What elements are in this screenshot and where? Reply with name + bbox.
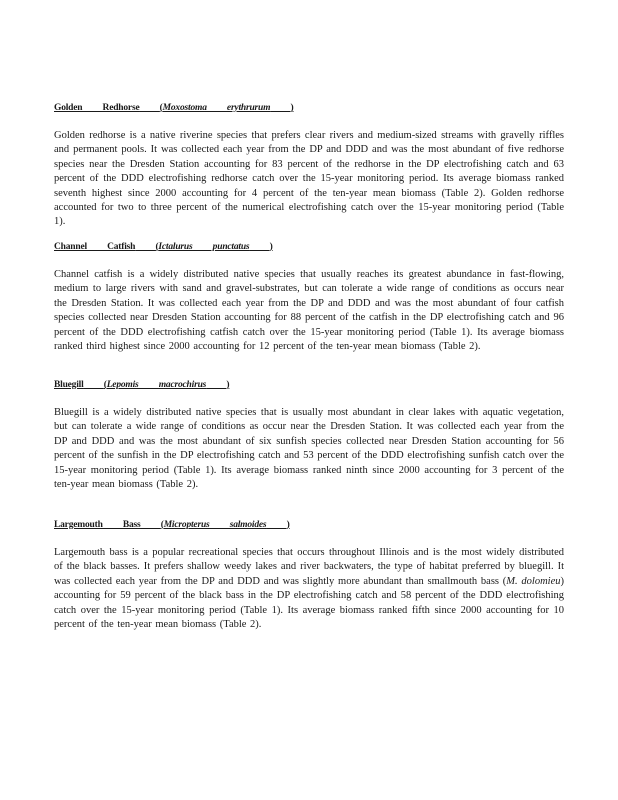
section-heading — [54, 101, 564, 115]
paragraph-italic-species: M. dolomieu — [506, 575, 561, 587]
scientific-name: Ictalurus punctatus — [158, 242, 250, 252]
section-paragraph: Bluegill is a widely distributed native species that is usually most abundant in clear lakes with aquatic vegetation, but can tolerate a wide range of conditions as occur near the Dresden Station. It was collected each year from the DP and DDD and was the most abundant of six sunfish species collected near Dresden Station accounting for 56 percent of the sunfish in the DP electrofishing catch and 53 percent of the DDD electrofishing sunfish catch over the 15-year monitoring period (Table 1). Its average biomass ranked ninth since 2000 accounting for 3 percent of the ten-year mean biomass (Table 2). — [54, 407, 564, 491]
close-paren: ) — [286, 520, 290, 530]
section-channel-catfish — [54, 240, 564, 365]
section-heading — [54, 378, 564, 392]
section-paragraph: Channel catfish is a widely distributed native species that usually reaches its greatest abundance in fast-flowing, medium to large rivers with sand and gravel-substrates, but can tolerate a wide range of conditions as occurs near the Dresden Station. It was collected each year from the DP and DDD and was the most abundant of four catfish species collected near Dresden Station accounting for 88 percent of the catfish in the DP electrofishing catch and 96 percent of the DDD electrofishing catfish catch over the 15-year monitoring period (Table 1). Its average biomass ranked third highest since 2000 accounting for 12 percent of the ten-year mean biomass (Table 2). — [54, 269, 564, 353]
common-name: Golden Redhorse — [54, 103, 140, 113]
section-bluegill — [54, 378, 564, 503]
section-golden-redhorse — [54, 101, 564, 240]
open-paren: ( — [160, 520, 164, 530]
section-largemouth-bass — [54, 518, 564, 643]
open-paren: ( — [103, 380, 107, 390]
paragraph-text: Largemouth bass is a popular recreational species that occurs throughout Illinois and is the most widely distributed of the black basses. It prefers shallow weedy lakes and river backwaters, the type of habitat preferred by bluegill. It was collected each year from the DP and DDD and was slightly more abundant than smallmouth bass ( — [54, 547, 564, 587]
section-paragraph — [54, 546, 564, 632]
common-name: Largemouth Bass — [54, 520, 141, 530]
common-name: Channel Catfish — [54, 242, 136, 252]
scientific-name: Micropterus salmoides — [163, 520, 267, 530]
section-heading — [54, 518, 564, 532]
open-paren: ( — [159, 103, 163, 113]
common-name: Bluegill — [54, 380, 84, 390]
close-paren: ) — [290, 103, 294, 113]
close-paren: ) — [226, 380, 230, 390]
open-paren: ( — [155, 242, 159, 252]
scientific-name: Lepomis macrochirus — [106, 380, 207, 390]
scientific-name: Moxostoma erythrurum — [162, 103, 271, 113]
paragraph-text: ) accounting for 59 percent of the black bass in the DP electrofishing catch and 58 percent of the DDD electrofishing catch over the 15-year monitoring period (Table 1). Its average biomass ranked fifth since 2000 accounting for 10 percent of the ten-year mean biomass (Table 2). — [54, 575, 564, 631]
section-paragraph: Golden redhorse is a native riverine species that prefers clear rivers and medium-sized streams with gravelly riffles and permanent pools. It was collected each year from the DP and DDD and was the most abundant of five redhorse species near the Dresden Station accounting for 83 percent of the redhorse in the DP electrofishing catch and 63 percent of the DDD electrofishing redhorse catch over the 15-year monitoring period. Its average biomass ranked seventh highest since 2000 accounting for 4 percent of the ten-year mean biomass (Table 2). Golden redhorse accounted for two to three percent of the numerical electrofishing catch over the 15-year monitoring period (Table 1). — [54, 130, 564, 228]
close-paren: ) — [269, 242, 273, 252]
section-heading — [54, 240, 564, 254]
